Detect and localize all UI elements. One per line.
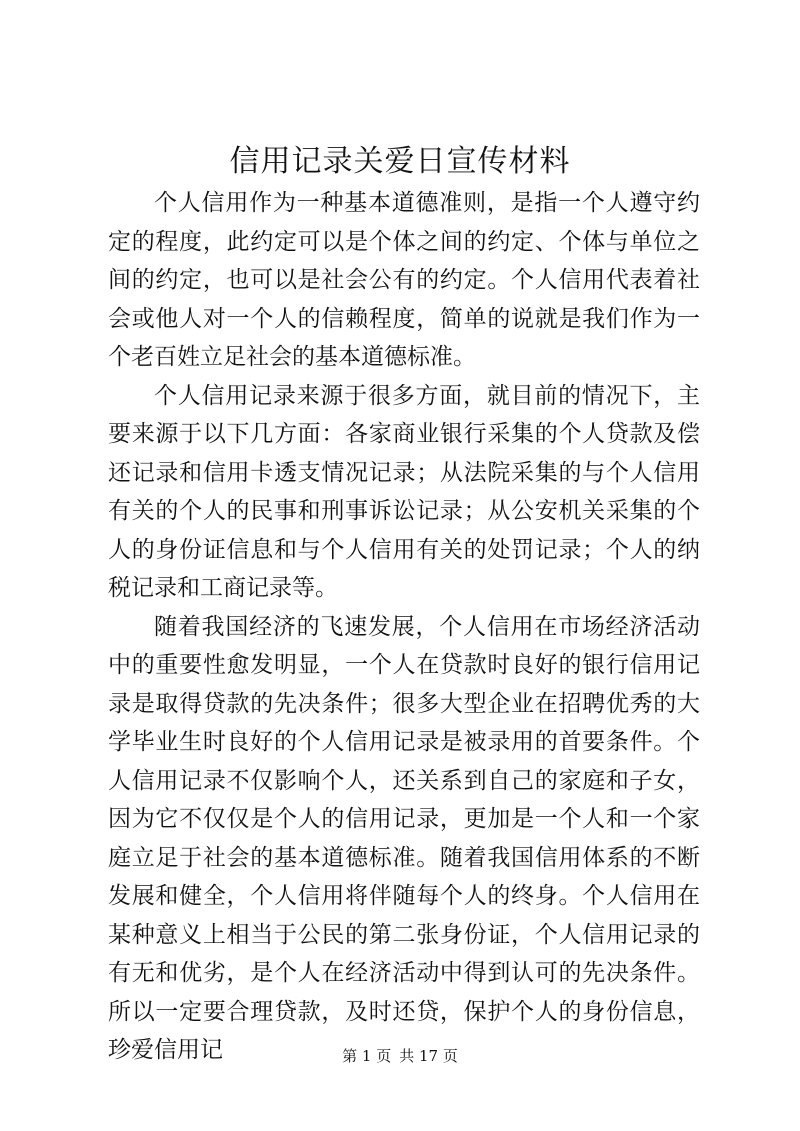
paragraph-3: 随着我国经济的飞速发展，个人信用在市场经济活动中的重要性愈发明显，一个人在贷款时良好的银行信用记录是取得贷款的先决条件；很多大型企业在招聘优秀的大学毕业生时良好的个人信用记录是被录用的首要条件。个人信用记录不仅影响个人，还关系到自己的家庭和子女，因为它不仅仅是个人的信用记录，更加是一个人和一个家庭立足于社会的基本道德标准。随着我国信用体系的不断发展和健全，个人信用将伴随每个人的终身。个人信用在某种意义上相当于公民的第二张身份证，个人信用记录的有无和优劣，是个人在经济活动中得到认可的先决条件。所以一定要合理贷款，及时还贷，保护个人的身份信息，珍爱信用记 <box>108 613 700 1063</box>
document-title: 信用记录关爱日宣传材料 <box>229 144 571 179</box>
document-body <box>108 184 700 1070</box>
page-total: 共 17 页 <box>399 1047 458 1065</box>
paragraph-2: 个人信用记录来源于很多方面，就目前的情况下，主要来源于以下几方面：各家商业银行采集的个人贷款及偿还记录和信用卡透支情况记录；从法院采集的与个人信用有关的个人的民事和刑事诉讼记录；从公安机关采集的个人的身份证信息和与个人信用有关的处罚记录；个人的纳税记录和工商记录等。 <box>108 382 700 601</box>
paragraph-1: 个人信用作为一种基本道德准则，是指一个人遵守约定的程度，此约定可以是个体之间的约定、个体与单位之间的约定，也可以是社会公有的约定。个人信用代表着社会或他人对一个人的信赖程度，简单的说就是我们作为一个老百姓立足社会的基本道德标准。 <box>108 190 700 370</box>
page-number: 第 1 页 <box>342 1047 392 1065</box>
page-footer <box>0 1046 800 1066</box>
